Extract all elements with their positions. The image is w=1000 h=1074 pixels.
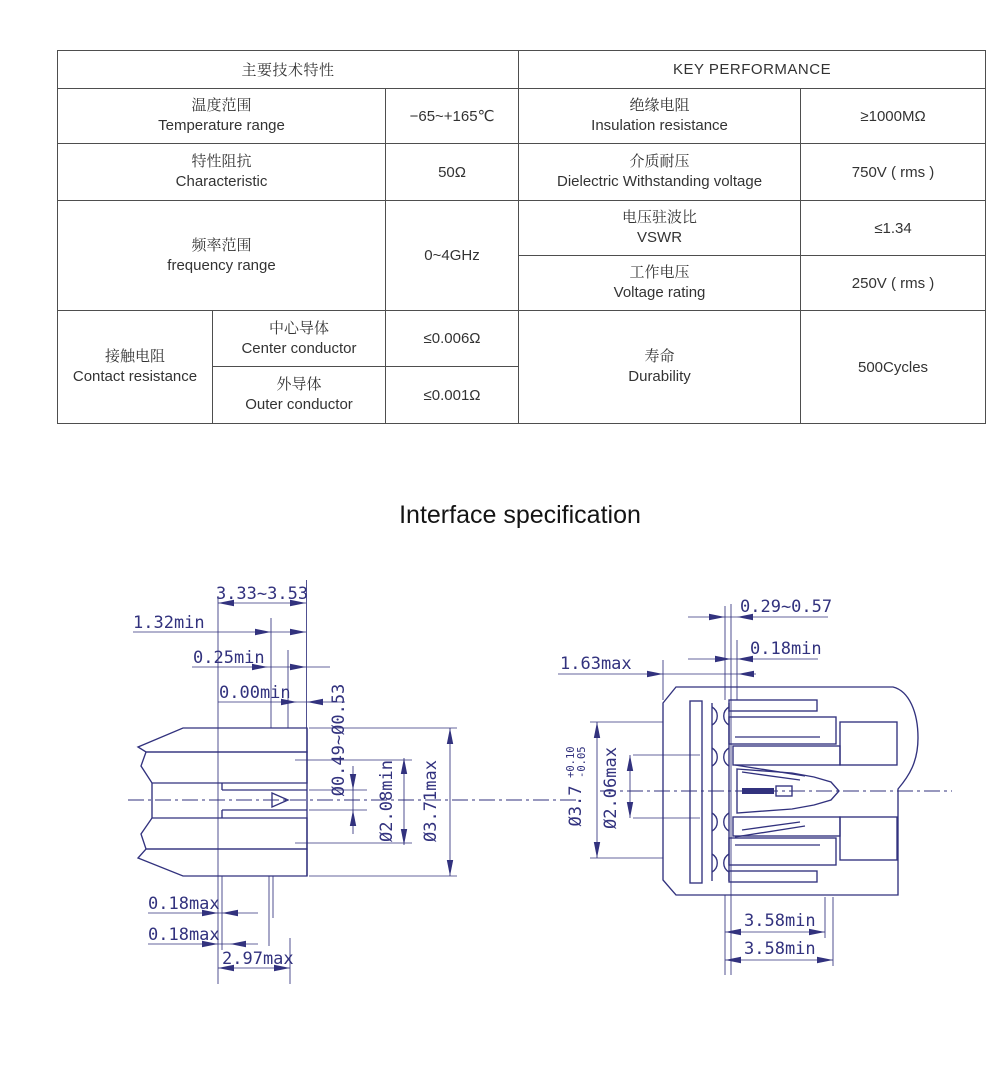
dielectric-value: 750V ( rms ) bbox=[851, 163, 935, 181]
cell-center-conductor-value bbox=[386, 311, 519, 367]
vswr-label-cn: 电压驻波比 bbox=[622, 209, 698, 226]
header-left-label: 主要技术特性 bbox=[241, 62, 335, 79]
insulation-label-en: Insulation resistance bbox=[591, 117, 728, 134]
dim-label-163max: 1.63max bbox=[560, 654, 632, 674]
impedance-label-cn: 特性阻抗 bbox=[191, 153, 252, 170]
cell-vswr bbox=[519, 201, 801, 256]
left-dielectric-upper bbox=[141, 752, 307, 783]
impedance-value: 50Ω bbox=[438, 163, 466, 181]
cell-frequency-range bbox=[58, 201, 386, 311]
cell-dielectric-value bbox=[801, 144, 986, 201]
center-conductor-value: ≤0.006Ω bbox=[423, 330, 481, 347]
section-title: Interface specification bbox=[399, 501, 641, 529]
left-shell-upper bbox=[138, 728, 307, 752]
dim-label-371max: Ø3.71max bbox=[421, 760, 441, 842]
vswr-value: ≤1.34 bbox=[874, 219, 912, 237]
vswr-label-en: VSWR bbox=[637, 229, 683, 246]
dielectric-label-cn: 介质耐压 bbox=[629, 153, 690, 170]
cell-frequency-value bbox=[386, 201, 519, 311]
dim-label-297max: 2.97max bbox=[222, 949, 294, 969]
contact-label-en: Contact resistance bbox=[72, 368, 198, 385]
cell-outer-conductor bbox=[213, 367, 386, 424]
dim-label-029span: 0.29~0.57 bbox=[740, 597, 833, 617]
freq-label-en: frequency range bbox=[167, 256, 276, 274]
outer-conductor-label-en: Outer conductor bbox=[245, 396, 353, 413]
temp-value: −65~+165℃ bbox=[409, 108, 495, 125]
durability-label-cn: 寿命 bbox=[644, 348, 675, 365]
dim-label-358min-2: 3.58min bbox=[744, 939, 816, 959]
cell-dielectric bbox=[519, 144, 801, 201]
dim-label-37: Ø3.7 bbox=[566, 785, 586, 827]
dim-label-358min-1: 3.58min bbox=[744, 911, 816, 931]
cell-insulation-value bbox=[801, 89, 986, 144]
voltage-label-cn: 工作电压 bbox=[629, 264, 690, 281]
dim-label-span: 3.33~3.53 bbox=[215, 584, 309, 604]
insulation-label-cn: 绝缘电阻 bbox=[629, 97, 690, 114]
dielectric-label-en: Dielectric Withstanding voltage bbox=[556, 173, 763, 190]
center-conductor-label-cn: 中心导体 bbox=[268, 319, 329, 337]
left-shell-lower bbox=[138, 849, 307, 876]
cell-contact-resistance bbox=[58, 311, 213, 424]
dim-label-018max-2: 0.18max bbox=[148, 925, 220, 945]
dim-label-000min: 0.00min bbox=[219, 683, 291, 703]
cell-voltage-rating bbox=[519, 256, 801, 311]
cell-outer-conductor-value bbox=[386, 367, 519, 424]
dim-label-025min: 0.25min bbox=[193, 648, 265, 668]
durability-label-en: Durability bbox=[628, 368, 691, 385]
dim-label-206max: Ø2.06max bbox=[601, 747, 621, 829]
dim-label-018max-1: 0.18max bbox=[148, 894, 220, 914]
left-dielectric-lower bbox=[141, 818, 307, 849]
cell-temperature-range bbox=[58, 89, 386, 144]
table-header-left bbox=[58, 51, 519, 89]
outer-conductor-value: ≤0.001Ω bbox=[423, 386, 481, 404]
cell-impedance-value bbox=[386, 144, 519, 201]
voltage-value: 250V ( rms ) bbox=[851, 274, 935, 292]
cell-voltage-value bbox=[801, 256, 986, 311]
drawing-right-connector bbox=[558, 597, 952, 975]
dim-label-208min: Ø2.08min bbox=[377, 760, 397, 842]
voltage-label-en: Voltage rating bbox=[613, 284, 706, 301]
cell-center-conductor bbox=[213, 311, 386, 367]
cell-vswr-value bbox=[801, 201, 986, 256]
dim-label-37-tol-minus: -0.05 bbox=[576, 746, 588, 778]
outer-conductor-label-cn: 外导体 bbox=[276, 376, 322, 393]
interface-drawings bbox=[0, 555, 1000, 1000]
dim-label-018min: 0.18min bbox=[750, 639, 822, 659]
cell-insulation bbox=[519, 89, 801, 144]
contact-label-cn: 接触电阻 bbox=[104, 348, 165, 365]
impedance-label-en: Characteristic bbox=[175, 173, 268, 190]
header-right-label: KEY PERFORMANCE bbox=[672, 61, 832, 78]
dim-label-bore: Ø0.49~Ø0.53 bbox=[329, 683, 349, 797]
right-dielectric-band bbox=[840, 722, 897, 765]
dim-label-37-group bbox=[565, 746, 588, 826]
cell-durability-value bbox=[801, 311, 986, 424]
cell-temperature-value bbox=[386, 89, 519, 144]
table-header-right bbox=[519, 51, 986, 89]
freq-label-cn: 频率范围 bbox=[191, 236, 252, 254]
freq-value: 0~4GHz bbox=[424, 247, 480, 264]
insulation-value: ≥1000MΩ bbox=[860, 107, 926, 125]
dim-label-37-tol-plus: +0.10 bbox=[565, 746, 577, 778]
dim-label-132min: 1.32min bbox=[133, 613, 205, 633]
cell-impedance bbox=[58, 144, 386, 201]
cell-durability bbox=[519, 311, 801, 424]
spec-table bbox=[57, 50, 986, 424]
drawing-left-connector bbox=[128, 580, 580, 984]
center-conductor-label-en: Center conductor bbox=[241, 339, 357, 357]
temp-label-en: Temperature range bbox=[158, 117, 285, 134]
temp-label-cn: 温度范围 bbox=[191, 97, 252, 114]
durability-value: 500Cycles bbox=[858, 358, 929, 376]
